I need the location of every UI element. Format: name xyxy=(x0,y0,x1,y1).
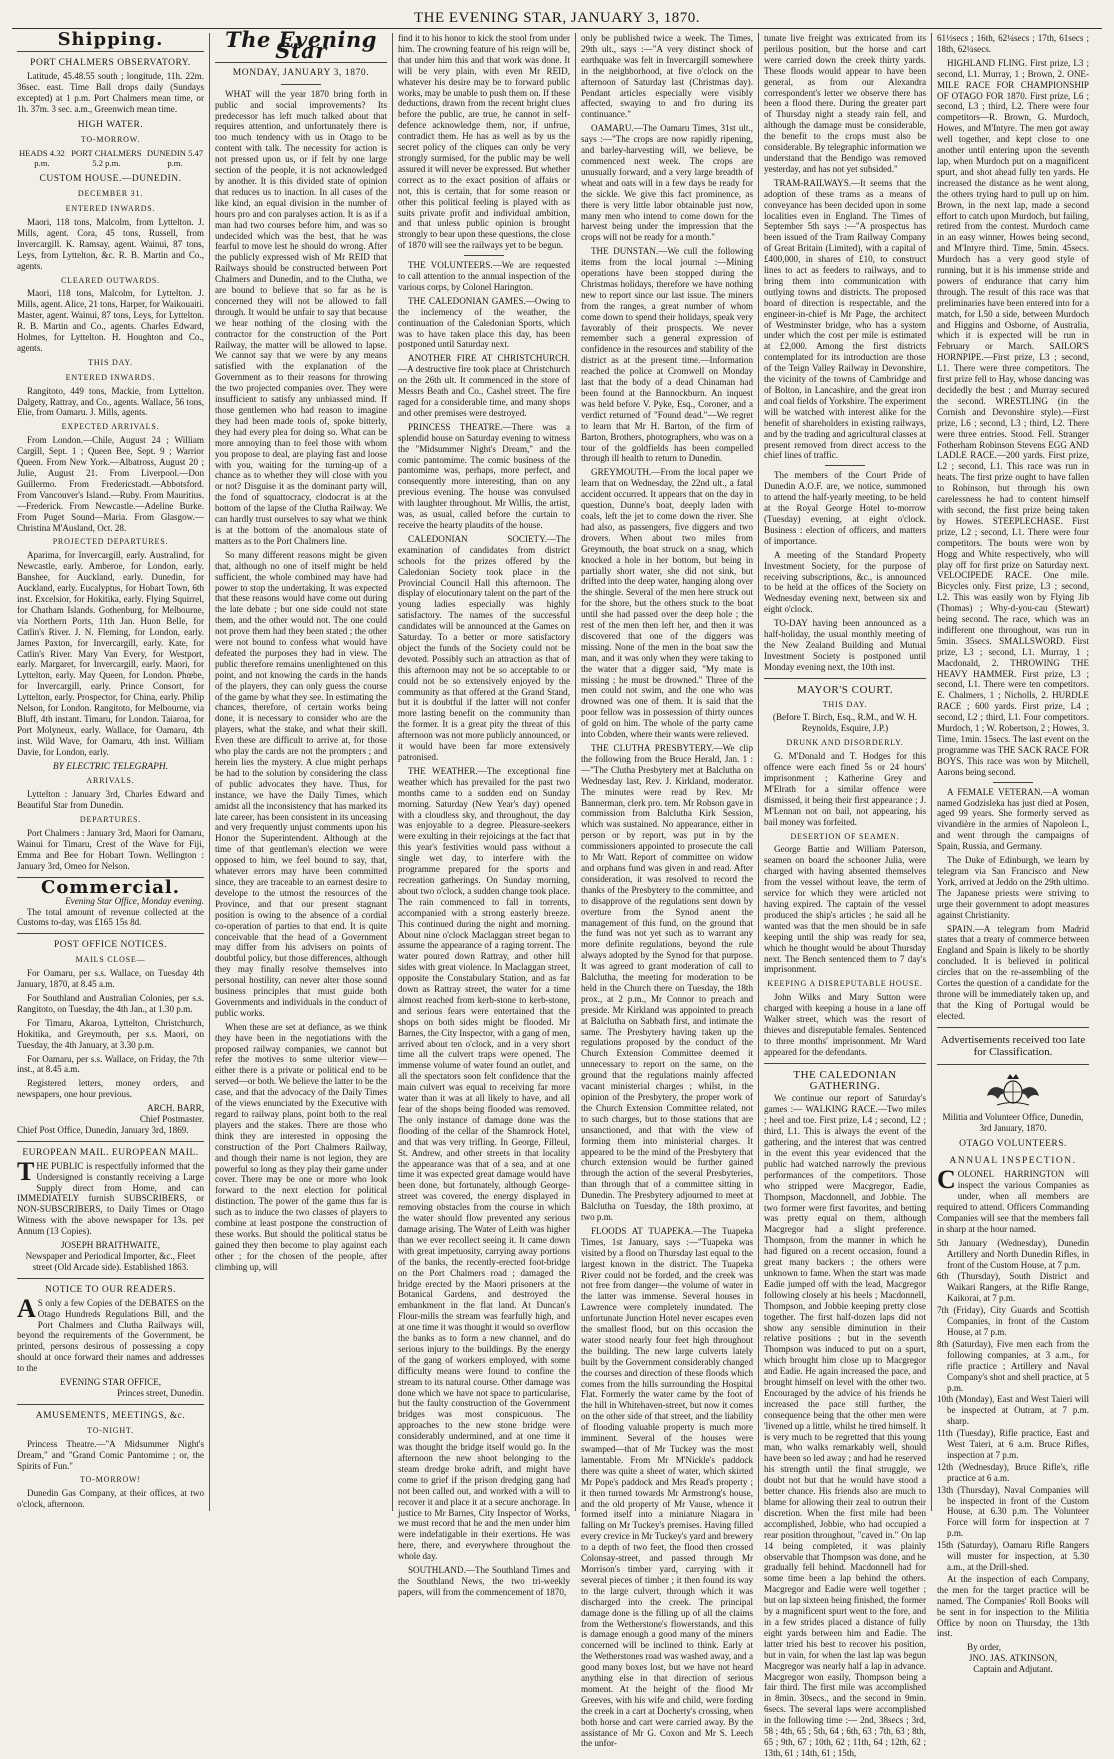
post-office-place: Chief Post Office, Dunedin, January 3rd, 1869. xyxy=(17,1124,189,1135)
page-header: THE EVENING STAR, JANUARY 3, 1870. xyxy=(12,8,1102,29)
news-duke: The Duke of Edinburgh, we learn by telegram via San Francisco and New York, arrived at Jeddo on the 29th ultimo. The Japanese priests were striving to urge their government to adopt measures against Christianity. xyxy=(937,855,1089,920)
commercial-heading: Commercial. xyxy=(41,876,180,898)
divider xyxy=(937,1064,1089,1065)
tel-departures: Port Chalmers : January 3rd, Maori for Oamaru, Wainui for Timaru, Crest of the Wave for Fiji, Emma and Bee for Hobart Town. Wellington : January 3rd, Omeo for Nelson. xyxy=(17,828,204,871)
schedule-item: 13th (Thursday), Naval Companies will be inspected in front of the Custom House, at 6.30 p.m. The Volunteer Force will form for inspection at 7 p.m. xyxy=(937,1484,1089,1539)
customs-title: CUSTOM HOUSE.—DUNEDIN. xyxy=(39,174,182,185)
tomorrow-label: TO-MORROW! xyxy=(80,1475,141,1485)
desertion-title: DESERTION OF SEAMEN. xyxy=(790,831,900,841)
news-southland: SOUTHLAND.—The Southland Times and the Southland News, the two tri-weekly papers, will from the commencement of 1870, xyxy=(398,1565,570,1597)
notice-office: EVENING STAR OFFICE, xyxy=(59,1377,162,1388)
expected-title: EXPECTED ARRIVALS. xyxy=(61,422,160,432)
drunk-text: G. M'Donald and T. Hodges for this offence were each fined 5s or 24 hours' imprisonment ; Katherine Grey and M'Elrath for a similar offence were dismissed, it being their first appearance ; J. M'Lennan not on bail, not appearing, his bail money was forfeited. xyxy=(764,751,926,827)
column-6 xyxy=(932,33,1094,1675)
expected-text: From London.—Chile, August 24 ; William Cargill, Sept. 1 ; Queen Bee, Sept. 9 ; Warrior Queen. From New York.—Albatross, August 20 ; Julie, August 21. From Liverpool.—Don Guillermo. From Fredericstadt.—Abbotsford. From Vancouver's Island.—Ruby. From Mauritius.—Frederick. From Newcastle.—Adeline Burke. From Puget Sound—Maria. From Glasgow.—Christina M'Ausland, Oct. 28. xyxy=(17,435,204,533)
entered-text: Maori, 118 tons, Malcolm, from Lyttelton. J. Mills, agent. Cora, 45 tons, Russell, from Invercargill. K. Ramsay, agent. Wainui, 87 tons, Leys, from Lyttelton, &c. R. B. Martin and Co., agents. xyxy=(17,216,204,271)
braithwaite-role: Newspaper and Periodical Importer, &c., Fleet street (Old Arcade side). Established 1863. xyxy=(25,1251,196,1272)
drop-cap: A xyxy=(17,1293,36,1323)
news-spain: SPAIN.—A telegram from Madrid states that a treaty of commerce between England and Spain is likely to be shortly concluded. It is believed in political circles that on the re-assembling of the Cortes the question of a candidate for the throne will be immediately taken up, and that the King of Portugal would be elected. xyxy=(937,923,1089,1021)
news-volunteers: THE VOLUNTEERS.—We are requested to call attention to the annual inspection of the various corps, by Colonel Harington. xyxy=(398,260,570,292)
divider xyxy=(464,255,504,256)
divider xyxy=(281,84,321,85)
mail-item: For Oamaru, per s.s. Wallace, on Tuesday 4th January, 1870, at 8.45 a.m. xyxy=(17,968,204,990)
tide-dunedin: DUNEDIN 5.47 p.m. xyxy=(146,148,204,169)
southland-cont: only be published twice a week. The Times, 29th ult., says :—"A very distinct shock of earthquake was felt in Invercargill somewhere in the neighborhood, at five o'clock on the afternoon of Saturday last (Christmas day). Pendant articles especially were visibly affected, swaying to and fro during its continuance." xyxy=(581,33,753,120)
notice-text: S only a few Copies of the DEBATES on the Otago Hundreds Regulations Bill, and the Port Chalmers and Clutha Railways will, beyond the requirements of the Government, be printed, persons desirous of possessing a copy should at once forward their names and addresses to the xyxy=(17,1297,204,1374)
news-fire: ANOTHER FIRE AT CHRISTCHURCH. —A destructive fire took place at Christchurch on the 26th ult. It commenced in the store of Messrs Beath and Co., Cashel street. The fire raged for a considerable time, and many shops and other premises were destroyed. xyxy=(398,353,570,418)
news-clutha: THE CLUTHA PRESBYTERY.—We clip the following from the Bruce Herald, Jan. 1 :—"The Clutha Presbytery met at Balclutha on Wednesday last, Rev. J. Kirkland, moderator. The minutes were read by Rev. Mr Bannerman, clerk pro. tem. Mr Robson gave in commission from Balclutha Kirk Session, which was sustained. No appearance, either in person or by report, was put in by the commissioners appointed to prosecute the call to Mr Watt. Report of committee on widow and orphans fund was given in and read. After consideration, it was resolved to record the thanks of the Presbytery to the committee, and to disapprove of the regulations sent down by overture from the Synod anent the management of this fund, on the ground that the fund was not yet such as to warrant any more definite regulations, beyond the rule always adopted by the Synod for that purpose. It was agreed to grant moderation of call to Balclutha, the meeting for moderation to be held in the Church there on Tuesday, the 18th prox., at 2 p.m., Mr Connor to preach and preside. Mr Kirkland was appointed to preach at Balclutha on Sabbath first, and intimate the same. The Presbytery having taken up the regulations proposed by the conduct of the Church Extension Committee deemed it unnecessary to report on the same, on the ground that the regulations mainly affected vacant ministerial charges ; whilst, in the opinion of the Presbytery, the proper work of the Church Extension Committee related, not to such charges, but to those stations that are unsanctioned, and that with the view of forming them into ministerial charges. It appeared to be the mind of the Presbytery that church extension would be further gained through the action of the several Presbyteries, than through that of a committee sitting in Dunedin. The Presbytery adjourned to meet at Balclutha on Tuesday, the 18th proximo, at two p.m. xyxy=(581,743,753,1222)
this-day: THIS DAY. xyxy=(88,357,133,367)
divider xyxy=(17,51,204,52)
schedule-item: 5th January (Wednesday), Dunedin Artillery and North Dunedin Rifles, in front of the Custom House, at 7 p.m. xyxy=(937,1237,1089,1270)
desertion-text: George Battie and William Paterson, seamen on board the schooner Julia, were charged with having absented themselves from the vessel without leave, the term of service for which they were articled not having expired. The captain of the vessel produced the ship's articles ; he said all he wanted was that the men should be in safe keeping until the ship was ready for sea, which he thought would be about Thursday next. The Bench sentenced them to 7 day's imprisonment. xyxy=(764,844,926,975)
news-floods: FLOODS AT TUAPEKA.—The Tuapeka Times, 1st January, says :—"Tuapeka was visited by a flood on Thursday last equal to the largest known in the district. The Tuapeka River could not be forded, and the creek was not free from danger—the volume of water in the latter was immense. Several houses in Lawrence were completely inundated. The unfortunate Junction Hotel never escapes even the smallest flood, but on this occasion the water stood nearly four feet high throughout the building. The new large culverts lately built by the Government considerably changed the courses and direction of these floods which comes from the hills surrounding the Hospital Flat. Formerly the water came by the foot of the hill in Whitehaven-street, but now it comes on the other side of that street, and the liability of flooding valuable property is much more imminent. Several of the houses were swamped—that of Mr Tuckey was the most lamentable. From Mr M'Nickle's paddock there was quite a sheet of water, which skirted Mr Pope's paddock and Mrs Read's property ; it then turned towards Mr Armstrong's house, and the old property of Mr Vause, whence it formed itself into a miniature Niagara in falling on Mr Tuckey's premises. Having filled every crevice in Mr Tuckey's yard and brewery to a depth of two feet, the flood then crossed Colonsay-street, and passed through Mr Morrison's timber yard, carrying with it several pieces of timber ; it then found its way to the large culvert, through which it was discharged into the creek. The principal damage done is the filling up of all the claims from the Wetherstone's flowerstands, and this is damage enough a good many of the miners concerned will be inclined to think. Early at the Wetherstones road was washed away, and a good many boxes lost, but we have not heard anything else in that direction of serious moment. At the height of the flood Mr Greeves, with his wife and child, were fording the creek in a cart at Docherty's crossing, when both horse and cart were carried away. By the assistance of Mr G. Coxon and Mr S. Leech the unfor- xyxy=(581,1225,753,1749)
cleared-text: Maori, 118 tons, Malcolm, for Lyttelton. J. Mills, agent. Alice, 21 tons, Harper, for Waikouaiti. Master, agent. Wainui, 87 tons, Leys, for Lyttelton. R. B. Martin and Co., agents. Charles Edward, Holmes, for Lyttelton. H. Houghton and Co., agents. xyxy=(17,288,204,353)
high-water-sub: TO-MORROW. xyxy=(80,135,141,145)
news-dunstan: THE DUNSTAN.—We cull the following items from the local journal :—Mining operations have been stopped during the Christmas holidays, therefore we have nothing new to report since our last issue. The miners from the ranges, a great number of whom come down to spend their holidays, speak very favorably of their prospects. We never remember such a general expression of confidence in the resources and stability of the district as at the present time.—Information reached the police at Cromwell on Monday last that the body of a dead Chinaman had been found at the Bannockburn. An inquest was held before V. Pyke, Esq., Coroner, and a verdict returned of "Found dead."—We regret to learn that Mr H. Barton, of the firm of Barton, Brothers, photographers, who was on a tour of the goldfields has been compelled through ill health to return to Dunedin. xyxy=(581,246,753,464)
news-greymouth: GREYMOUTH.—From the local paper we learn that on Wednesday, the 22nd ult., a fatal accident occurred. It appears that on the day in question, Dunne's boat, deeply laden with coals, left the jet to come down the river. She had also, as passengers, five diggers and two drovers. When about two miles from Greymouth, the boat struck on a snag, which knocked a hole in her bottom, but being in partially short water, she did not sink, but drifted into the deep water, hanging along over the shingle. Several of the men here struck out for the shore, but the others stuck to the boat until she had passed over the deep hole ; the rest of the men then left her, and then it was discovered that one of the diggers was missing. None of the men in the boat saw the man, and it was only when they were taking to the water that a digger said, "My mate is missing ; he must be drowned." Three of the men could not swim, and the one who was drowned was one of them. It is said that the poor fellow was in possession of thirty ounces of gold on him. The whole of the party came into Cobden, where their wants were relieved. xyxy=(581,467,753,740)
volunteer-office: Militia and Volunteer Office, Dunedin, 3rd January, 1870. xyxy=(942,1111,1084,1133)
tide-table xyxy=(17,148,204,168)
divider xyxy=(17,933,204,934)
projected-text: Aparima, for Invercargill, early. Australind, for Newcastle, early. Amberoe, for London, early. Banshee, for Auckland, early. Dunedin, for Auckland, early. Eucalyptus, for Hobart Town, 6th inst. Excelsior, for Hokitika, early. Flying Squirrel, for Chatham Islands. Gothenburg, for Melbourne, via Northern Ports, 11th Jan. Huon Belle, for Catlin's River. J. N. Fleming, for London, early. James Paxton, for Invercargill, early. Kate, for Catlin's River. Mary Van Every, for Westport, early. Margaret, for Invercargill, early. Maori, for Lyttelton, early. May Queen, for London. Phœbe, for Invercargill, early. Prince Consort, for Lyttelton, early. Prospector, for China, early. Philip Nelson, for London. Rangitoto, for Melbourne, via Bluff, 4th instant. Timaru, for London. Taiaroa, for Port Molyneux, early. Wallace, for Oamaru, 4th inst. Wild Wave, for Oamaru, 4th inst. William Davie, for London, early. xyxy=(17,550,204,757)
entered2-title: ENTERED INWARDS. xyxy=(65,372,156,382)
editorial-date: MONDAY, JANUARY 3, 1870. xyxy=(232,67,370,78)
mail-item: Registered letters, money orders, and newspapers, one hour previous. xyxy=(17,1078,204,1100)
customs-date: DECEMBER 31. xyxy=(77,189,144,199)
race-results: HIGHLAND FLING. First prize, L3 ; second, L1. Murray, 1 ; Brown, 2. ONE-MILE RACE FOR CHAMPIONSHIP OF OTAGO FOR 1870. First prize, L6 ; second, L3 ; third, L2. There were four competitors—R. Brown, G. Murdoch, Howes, and M'Intyre. The men got away well together, and kept close to one another until entering upon the seventh lap, when Murdoch put on a magnificent spurt, and shot ahead fully ten yards. He increased the distance as he went along, the others trying hard to pull up on him. Brown, in the next lap, made a second effort to catch upon Murdoch, but failing, retired from the contest. Murdoch came in an easy winner, Howes being second, and M'Intyre third. Time, 5min. 45secs. Murdoch has a very good style of running, but it is his immense stride and powers of endurance that carry him through. The result of this race was that preliminaries have been entered into for a match, for L50 a side, between Murdoch and Higgins and Osborne, of Australia, which it is expected will be run in February or March. SAILOR'S HORNPIPE.—First prize, L3 ; second, L1. There were three competitors. The first prize fell to Hay, whose dancing was decidedly the best ; and Murray secured the second. WRESTLING (in the Cornish and Devonshire style).—First prize, L6 ; second, L3 ; third, L2. There were three entries. Stood. Fell. Stranger Fotherham Robinson Stevens EGG AND LADLE RACE.—200 yards. First prize, L2 ; second, L1. This race was run in heats. The first prize ought to have fallen to Robinson, but through his own carelessness he had to content himself with second, the first prize being taken by Howes. STEEPLECHASE. First prize, L2 ; second, L1. There were four competitors. The bouts were won by Hogg and White respectively, who will play off for first prize on Saturday next. VELOCIPEDE RACE. One mile. Bicycles only. First prize, L3 ; second, L2. This was easily won by Flying Jib (Thomas) ; Why-d-you-cau (Stewart) being second. The race, which was an indifferent one throughout, was run in 5min. 35secs. SMALLSWORD. First prize, L3 ; second, L1. Murray, 1 ; Macdonald, 2. THROWING THE HEAVY HAMMER. First prize, L3 ; second, L1. There were ten competitors. E. Chalmers, 1 ; Nicholls, 2. HURDLE RACE ; 600 yards. First prize, L4 ; second, L2 ; third, L1. Four competitors. Murdoch, 1 ; W. Robertson, 2 ; Howes, 3. Time, 1min. 15secs. The last event on the programme was THE SACK RACE FOR BOYS. This race was won by Mitchell, Aarons being second. xyxy=(937,57,1089,777)
tel-arrivals: Lyttelton : January 3rd, Charles Edward and Beautiful Star from Dunedin. xyxy=(17,789,204,811)
news-oamaru: OAMARU.—The Oamaru Times, 31st ult., says :—"The crops are now rapidly ripening, and barley-harvesting will, we believe, be commenced next week. The crops are unusually forward, and a very large breadth of wheat and oats will in a few days be ready for the sickle. We give this fact prominence, as there is very little labor obtainable just now, many men who intend to come down for the harvest being under the impression that the crops will not be ready for a month." xyxy=(581,123,753,243)
tel-arrivals-title: ARRIVALS. xyxy=(86,776,135,786)
laps-cont: 61½secs ; 16th, 62¼secs ; 17th, 61secs ; 18th, 62¼secs. xyxy=(937,33,1089,54)
column-5 xyxy=(759,33,932,1758)
postmaster-name: ARCH. BARR, xyxy=(147,1103,204,1114)
tel-departures-title: DEPARTURES. xyxy=(79,815,142,825)
entered-title: ENTERED INWARDS. xyxy=(65,204,156,214)
mayors-court-title: MAYOR'S COURT. xyxy=(796,683,894,696)
schedule-item: 12th (Wednesday), Bruce Rifle's, rifle practice at 6 a.m. xyxy=(937,1461,1089,1483)
tonight-label: TO-NIGHT. xyxy=(87,1425,134,1435)
news-court-pride: The members of the Court Pride of Dunedin A.O.F. are, we notice, summoned to attend the half-yearly meeting, to be held at the Royal George Hotel to-morrow (Tuesday) evening, at eight o'clock. Business : election of officers, and matters of importance. xyxy=(764,470,926,546)
schedule-item: 15th (Saturday), Oamaru Rifle Rangers will muster for inspection, at 5.30 a.m., at the Drill-shed. xyxy=(937,1540,1089,1572)
amusements-title: AMUSEMENTS, MEETINGS, &c. xyxy=(35,1410,186,1421)
observatory-text: Latitude, 45.48.55 south ; longitude, 11h. 22m. 36sec. east. Time Ball drops daily (Sundays excepted) at 1 p.m. Port Chalmers mean time, or 1h. 37m. 3 sec. a.m., Greenwich mean time. xyxy=(17,70,204,114)
news-today: TO-DAY having been announced as a half-holiday, the usual monthly meeting of the New Zealand Building and Mutual Investment Society is postponed until Monday evening next, the 10th inst. xyxy=(764,618,926,672)
news-standard: A meeting of the Standard Property Investment Society, for the purpose of receiving subscriptions, &c., is announced to be held at the offices of the Society on Wednesday evening next, between six and eight o'clock. xyxy=(764,549,926,615)
schedule-item: 6th (Thursday), South District and Waikari Rangers, at the Rifle Range, Kaikorai, at 7 p.m. xyxy=(937,1271,1089,1304)
by-order: By order, xyxy=(967,1642,1001,1653)
schedule-item: 11th (Tuesday), Rifle practice, East and West Taieri, at 6 a.m. Bruce Rifles, inspection at 7 p.m. xyxy=(937,1428,1089,1460)
schedule-item: 8th (Saturday), Five men each from the following companies, at 3 a.m., for rifle practice ; Artillery and Naval Company's shot and shell practice, at 5 p.m. xyxy=(937,1338,1089,1393)
adjutant-role: Captain and Adjutant. xyxy=(973,1664,1053,1675)
mail-item: For Oamaru, per s.s. Wallace, on Friday, the 7th inst., at 8.45 a.m. xyxy=(17,1053,204,1075)
commercial-office: Evening Star Office, Monday evening. xyxy=(65,895,204,906)
post-office-title: POST OFFICE NOTICES. xyxy=(53,940,168,951)
drop-cap: C xyxy=(937,1165,956,1195)
columns xyxy=(12,27,1102,1758)
divider xyxy=(17,1141,204,1142)
european-mail-title: EUROPEAN MAIL. EUROPEAN MAIL. xyxy=(22,1147,199,1158)
annual-inspection-text: OLONEL HARRINGTON will inspect the various Companies as under, when all members are required to attend. Officers Commanding Companies will see that the members fall in sharp at the hour named. xyxy=(937,1169,1089,1234)
evening-star-masthead: The Evening Star xyxy=(225,27,377,63)
otago-volunteers-title: OTAGO VOLUNTEERS. xyxy=(959,1139,1067,1150)
tide-heads: HEADS 4.32 p.m. xyxy=(18,148,65,169)
house-title: KEEPING A DISREPUTABLE HOUSE. xyxy=(767,979,923,989)
divider xyxy=(764,678,926,679)
editorial-p1: WHAT will the year 1870 bring forth in public and social improvements? Its predecessor has left much talked about that requires attention, and unfortunately there is too much tendency with us in Otago to be content with talk. The necessity for action is not pressed upon us, or if felt by one large section of the people, it is not acknowledged by another. It is this divided state of opinion that reduces us to inaction. In all cases of the like kind, an equal division in the number of hours pro and con paralyses action. It is as if a man had two courses before him, and was so undecided which was the best, that he was fearful to move lest he should do wrong. After the publicly expressed wish of Mr REID that Railways should be constructed between Port Chalmers and Dunedin, and to the Clutha, we are bound to believe that so far as he is concerned they will not be allowed to fall through. It would be unfair to say that because we hear nothing of the closing with the contractor for the construction of the Port Railway, the matter will be allowed to lapse. We cannot say that we were by any means satisfied with the explanation of the Government as to their reasons for throwing the two projected companies over. They were insufficient to satisfy any unbiassed mind. If those gentlemen who had reason to imagine they had been made tools of, spoke bitterly, they had every plea for doing so. What can be more annoying than to feel those with whom you propose to deal, are playing fast and loose with you, waiting for the turning-up of a chance as to whether they will close with you or not? Disguise it as the dominant party will, the fond of squattocracy, clodocrat is at the bottom of the lapse of the Clutha Railway. We can hardly trust ourselves to say what we think is at the bottom of the anomalous state of matters as to the Port Chalmers line. xyxy=(215,88,387,546)
adjutant-name: JNO. JAS. ATKINSON, xyxy=(968,1653,1058,1664)
gathering-title: THE CALEDONIAN GATHERING. xyxy=(793,1068,897,1092)
notice-title: NOTICE TO OUR READERS. xyxy=(45,1284,176,1295)
column-1 xyxy=(12,29,210,1511)
mayors-court-before: (Before T. Birch, Esq., R.M., and W. H. Reynolds, Esquire, J.P.) xyxy=(772,712,918,734)
divider xyxy=(937,1027,1089,1028)
mail-item: For Southland and Australian Colonies, per s.s. Rangitoto, on Tuesday, the 4th Jan., at 1.30 p.m. xyxy=(17,992,204,1014)
european-mail-text: HE PUBLIC is respectfully informed that the Undersigned is constantly receiving a Large Supply direct from Home, and can IMMEDIATELY furnish SUBSCRIBERS, or NON-SUBSCRIBERS, to Daily Times or Otago Witness with the above newspaper for 13s. per Annum (13 Copies). xyxy=(17,1160,204,1237)
news-tram: TRAM-RAILWAYS.—It seems that the adoption of these trams as a means of conveyance has been decided upon in some localities even in England. The Times of September 5th says :—"A prospectus has been issued of the Tram Railway Company of Great Britain (Limited), with a capital of £400,000, in shares of £10, to construct lines to act as feeders to railways, and to bring them into communication with outlying towns and districts. The proposed board of direction is respectable, and the engineer-in-chief is Mr Page, the architect of Westminster bridge, who has a system under which the cost per mile is estimated at £2,000. Among the first districts contemplated for its introduction are those of the Teign Valley Railway in Devonshire, the vicinity of the towns of Cambridge and of Bolton, in Lancashire, and the great iron and coal fields of Yorkshire. The experiment will be watched with interest alike for the benefit of shareholders in existing railways, and by the trading and agricultural classes at present removed from direct access to the chief lines of traffic. xyxy=(764,177,926,461)
postmaster-role: Chief Postmaster. xyxy=(139,1114,204,1125)
royal-crest-icon xyxy=(983,1070,1043,1108)
divider xyxy=(17,1404,204,1405)
notice-street: Princes street, Dunedin. xyxy=(117,1387,204,1398)
schedule-item: 7th (Friday), City Guards and Scottish Companies, in front of the Custom House, at 7 p.m. xyxy=(937,1305,1089,1337)
news-caledonian-society: CALEDONIAN SOCIETY.—The examination of candidates from district schools for the prizes offered by the Caledonian Society took place in the Provincial Council Hall this afternoon. The display of elocutionary talent on the part of the young ladies especially was highly satisfactory. The names of the successful candidates will be announced at the Games on Saturday. To a better or more satisfactory object the funds of the Society could not be devoted. Possibly such an attraction as that of this afternoon may not be so acceptable to or could not be so extensively enjoyed by the community as that offered at the Grand Stand, but it is doubtful if the latter will not confer more lasting benefit on the community than the former. It is a great pity the threat of this afternoon was not more publicly announced, or it would have been far more extensively patronised. xyxy=(398,533,570,762)
cleared-title: CLEARED OUTWARDS. xyxy=(61,275,160,285)
advertisements-late: Advertisements received too late for Classification. xyxy=(940,1033,1086,1059)
tomorrow-text: Dunedin Gas Company, at their offices, at two o'clock, afternoon. xyxy=(17,1488,204,1510)
divider xyxy=(825,465,865,466)
column-3 xyxy=(393,33,576,1597)
mails-close: MAILS CLOSE— xyxy=(75,955,146,965)
schedule-item: 10th (Monday), East and West Taieri will be inspected at Outram, at 7 p.m. sharp. xyxy=(937,1394,1089,1427)
news-female-veteran: A FEMALE VETERAN.—A woman named Godzisleka has just died at Posen, aged 99 years. She formerly served as vivandière in the armies of Napoleon I., and went through the campaigns of Spain, Russia, and Germany. xyxy=(937,786,1089,852)
inspection-closing: At the inspection of each Company, the men for the target practice will be named. The Companies' Roll Books will be sent in for inspection to the Militia Office by noon on Thursday, the 13th inst. xyxy=(937,1573,1089,1639)
entered2-text: Rangitoto, 449 tons, Mackie, from Lyttelton. Dalgety, Rattray, and Co., agents. Wallace, 56 tons, Elie, from Oamaru. J. Mills, agents. xyxy=(17,385,204,418)
drunk-title: DRUNK AND DISORDERLY. xyxy=(786,738,904,748)
telegraph-title: BY ELECTRIC TELEGRAPH. xyxy=(52,761,169,772)
braithwaite-name: JOSEPH BRAITHWAITE, xyxy=(60,1240,161,1251)
projected-title: PROJECTED DEPARTURES. xyxy=(52,537,169,547)
observatory-title: PORT CHALMERS OBSERVATORY. xyxy=(30,57,191,68)
column-4 xyxy=(576,33,759,1749)
divider xyxy=(993,782,1033,783)
mail-item: For Timaru, Akaroa, Lyttelton, Christchurch, Hokitika, and Greymouth, per s.s. Maori, on Tuesday, the 4th January, at 3.30 p.m. xyxy=(17,1017,204,1050)
editorial-p4: find it to his honor to kick the stool from under him. The crowning feature of his reign will be, that under him this and that work was done. It will be very plain, with even Mr REID, whatever his desire may be to forward public works, may be unable to push them on. If these deductions, drawn from the recent bright clues before the public, are true, he cannot in self-defence acknowledge them, nor, if unfrue, contradict them. He has as well as by us the secret policy of the cliques can only be very strongly surmised, for the public may be well assured it will never be expressed. But whether correct as to the exact position of affairs or not, this is certain, that for some reason or other this political feeling is played with as suits private profit and individual ambition, and that unless public opinion is brought strongly to bear upon these questions, the close of 1870 will see the railways yet to be begun. xyxy=(398,33,570,251)
editorial-p3: When these are set at defiance, as we think they have been in the negotiations with the proposed railway companies, we cannot but refer the motives to some ulterior view— either there is a private or political end to be served—or both. We believe the latter to be the case, and that the advocacy of the Daily Times of the views enunciated by the Executive with regard to railway plans, point both to the real players and the stakes. There are those who think they are interested in opposing the construction of the Port Chalmers Railway, and though their name is not legion, they are powerful so long as they play their game under cover. There may be one or more who look forward to the next election for political distinction. The power of the game thus far is such as to induce the two classes of players to combine at least postpone the construction of these works. But should the political status be gained they then become to play against each other ; for the chosen of the people, after climbing up, will xyxy=(215,1021,387,1272)
tide-port: PORT CHALMERS 5.2 p.m. xyxy=(71,148,142,169)
divider xyxy=(764,1063,926,1064)
editorial-p2: So many different reasons might be given that, although no one of itself might be held sufficient, the whole combined may have had power to stop the undertaking. It was expected that these reasons would have come out during the late debate ; but one side could not state them, and the other would not. The one could not prove them had they been stated ; the other were not bound to confess what would have defeated the purposes they had in view. The public therefore remains unenlightened on this point, and not knowing the cards in the hands of the players, they can only guess the course of the game by what they see. In estimating the chances, therefore, of certain works being done, it is necessary to consider who are the players, what the stake, and what their skill. Even these are difficult to arrive at, for those who play the cards are not the prompters ; and herein lies the mystery. A clue might perhaps be had to the solution by considering the class of public advocates they have. Thus, for instance, we have the Daily Times, which amidst all the inconsistency that has marked its late career, has been consistent in its unceasing and very frequently unjust comments upon his Honor the Superintendent. Although at the time of that gentleman's election we were opposed to him, we feel bound to say, that, whatever errors may have been committed since, they are traceable to an earnest desire to develope to the utmost the resources of the Province, and that our present stagnant position is owing to the absence of a cordial co-operation of parties to that end. It is quite conceivable that the head of a Government may differ from his advisers on points of doubtful policy, but those differences, although they may finally resolve themselves into personal hostility, can never alter those sound business principles that must guide both Governments and individuals in the conduct of public works. xyxy=(215,549,387,1018)
column-2 xyxy=(210,27,393,1511)
news-caledonian-games: THE CALEDONIAN GAMES.—Owing to the inclemency of the weather, the continuation of the Caledonian Sports, which was to have taken place this day, has been postponed until Saturday next. xyxy=(398,295,570,350)
house-text: John Wilks and Mary Sutton were charged with keeping a house in a lane off Walker street, which was the resort of thieves and disreputable females. Sentenced to three months' imprisonment. Mr Ward appeared for the defendants. xyxy=(764,992,926,1057)
drop-cap: T xyxy=(17,1156,35,1186)
floods-cont: tunate live freight was extricated from its perilous position, but the horse and cart were carried down the creek thirty yards. These floods would appear to have been general, as from our Alexandra correspondent's letter we observe there has been a flood there. During the greater part of Thursday night a steady rain fell, and although the damage must be considerable, the benefit to the crops must also be considerable. By telegraphic information we understand that the Bendigo was removed yesterday, and has not yet subsided." xyxy=(764,33,926,174)
divider xyxy=(17,1278,204,1279)
gathering-text: We continue our report of Saturday's games :— WALKING RACE.—Two miles ; heel and toe. First prize, L4 ; second, L2 ; third, L1. This is always the event of the gathering, and the interest that was centred in the event this year evidenced that the public had watched narrowly the previous performances of the competitors. Those who stripped were Macgregor, Eadie, Thompson, Macdonnell, and Jobbie. The two former were first favorites, and betting was pretty equal on them, although Macgregor had a slight preference. Thompson, from the manner in which he had figured on a recent occasion, found a great many backers ; the others were unknown to fame. When the start was made Eadie jumped off with the lead, Macgregor following closely at his heels ; Macdonnell, Thompson, and Jobbie keeping pretty close together. The first half-dozen laps did not show any sensible diminution in their relative positions ; but in the seventh Thompson was induced to put on a spurt, which brought him close up to Macgregor and Eadie. He again increased the pace, and brought himself on level with the other two. Encouraged by the advice of his friends he increased the pace still further, the consequence being that the other men were 'livened up a little, whilst he tired himself. It is very much to be regretted that this young man, who walks remarkably well, should have been so led away ; and had he reserved his strength until the final struggle, we doubt not but that he would have stood a better chance. His friends also are much to blame for allowing their zeal to outrun their discretion. When the first mile had been accomplished, Jobbie, who had occupied a rear position throughout, "caved in." On lap 14 being completed, it was plainly observable that Thompson was done, and he gradually fell behind. Macdonnell had for some time been a lap behind the others. Macgregor and Eadie were well together ; but on lap sixteen being finished, the former by a magnificent spurt went to the fore, and in a few strides placed a distance of fully eight yards between him and Eadie. The latter tried his best to recover his position, but in vain, for when the last lap was begun Macgregor was nearly half a lap in advance. Macgregor won easily, Thompson being a fair third. The first mile was accomplished in 8min. 30secs., and the second in 9min. 6secs. The several laps were accomplished in the following time :— 2nd, 38secs ; 3rd, 58 ; 4th, 65 ; 5th, 64 ; 6th, 63 ; 7th, 63 ; 8th, 65 ; 9th, 67 ; 10th, 62 ; 11th, 64 ; 12th, 62 ; 13th, 61 ; 14th, 61 ; 15th, xyxy=(764,1093,926,1758)
shipping-heading: Shipping. xyxy=(57,29,164,50)
news-princess-theatre: PRINCESS THEATRE.—There was a splendid house on Saturday evening to witness the "Midsummer Night's Dream," and the comic pantomime. The comic business of the pantomime was, perhaps, more perfect, and consequently more interesting, than on any previous evening. The house was convulsed with laughter throughout. Mr Willis, the artist, was, as usual, called before the curtain to receive the hearty plaudits of the house. xyxy=(398,421,570,530)
mayors-court-day: THIS DAY. xyxy=(822,699,868,709)
news-weather: THE WEATHER.—The exceptional fine weather which has prevailed for the past two months came to a sudden end on Sunday morning. Saturday (New Year's day) opened with a cloudless sky, and throughout, the day was enjoyable to a degree. Pleasure-seekers were exulting in their rejoicings at the fact that this year's festivities would pass without a single wet day, to interfere with the programme prepared for the sports and recreation gatherings. On Sunday morning, about two o'clock, a sudden change took place. The rain commenced to fall in torrents, accompanied with a strong easterly breeze. This continued during the night and morning. About nine o'clock Maclaggan street began to assume the appearance of a raging torrent. The water poured down Rattray, and other hill sides with great violence. In Maclaggan street, opposite the Constabulary Station, and as far down as Rattray street, the water for a time almost reached from kerb-stone to kerb-stone, and serious fears were entertained that the shops on both sides might be flooded. Mr Barnes, the City Inspector, with a gang of men, arrived about ten o'clock, and in a very short time all the culvert traps were opened. The immense volume of water found an outlet, and all the spectators soon felt confidence that the main culvert was equal to receiving far more water than it was at all likely to have, and all fear of the shops being flooded was removed. The only instance of damage done was the flooding of the cellar of the Shamrock Hotel, and that was very trifling. In George, Filleul, St. Andrew, and other streets in that locality the appearance was that of a sea, and at one time it was expected great damage would have been done, but fortunately, although George-street was covered, the energy displayed in removing obstacles from the course in which the water should flow prevented any serious damage arising. The Water of Leith was higher than we ever recollect seeing it. It came down with great impetuosity, carrying away portions of the banks, the recently-erected foot-bridge on the Port Chalmers road ; damaged the bridge erected by the Maori prisoners at the Botanical Gardens, and destroyed the embankment in the flat land. At Duncan's Flour-mills the stream was fearfully high, and at one time it was thought it would so overflow the banks as to form a new channel, and do serious injury to the buildings. By the energy of the gang of workers employed, with some difficulty means were found to confine the stream to its natural course. Other damage was done which we have not space to particularise, but the faulty construction of the Government bridges was most conspicuous. The approaches to the new stone bridge were considerably undermined, and at one time it was thought the bridge itself would go. In the afternoon the new shoot belonging to the steam dredge broke adrift, and might have come to grief if the prison dredging gang had not been called out, and worked with a will to recover it and place it at a secure anchorage. In justice to Mr Barnes, City Inspector of Works, we must record that he and the men under him were indefatigable in their exertions. He was here, there, and everywhere throughout the whole day. xyxy=(398,765,570,1562)
commercial-text: The total amount of revenue collected at the Customs to-day, was £165 15s 8d. xyxy=(17,906,204,928)
tonight-text: Princess Theatre.—"A Midsummer Night's Dream," and "Grand Comic Pantomime ; or, the Spirits of Fun." xyxy=(17,1438,204,1471)
high-water-title: HIGH WATER. xyxy=(77,120,144,131)
annual-inspection-title: ANNUAL INSPECTION. xyxy=(949,1156,1077,1167)
